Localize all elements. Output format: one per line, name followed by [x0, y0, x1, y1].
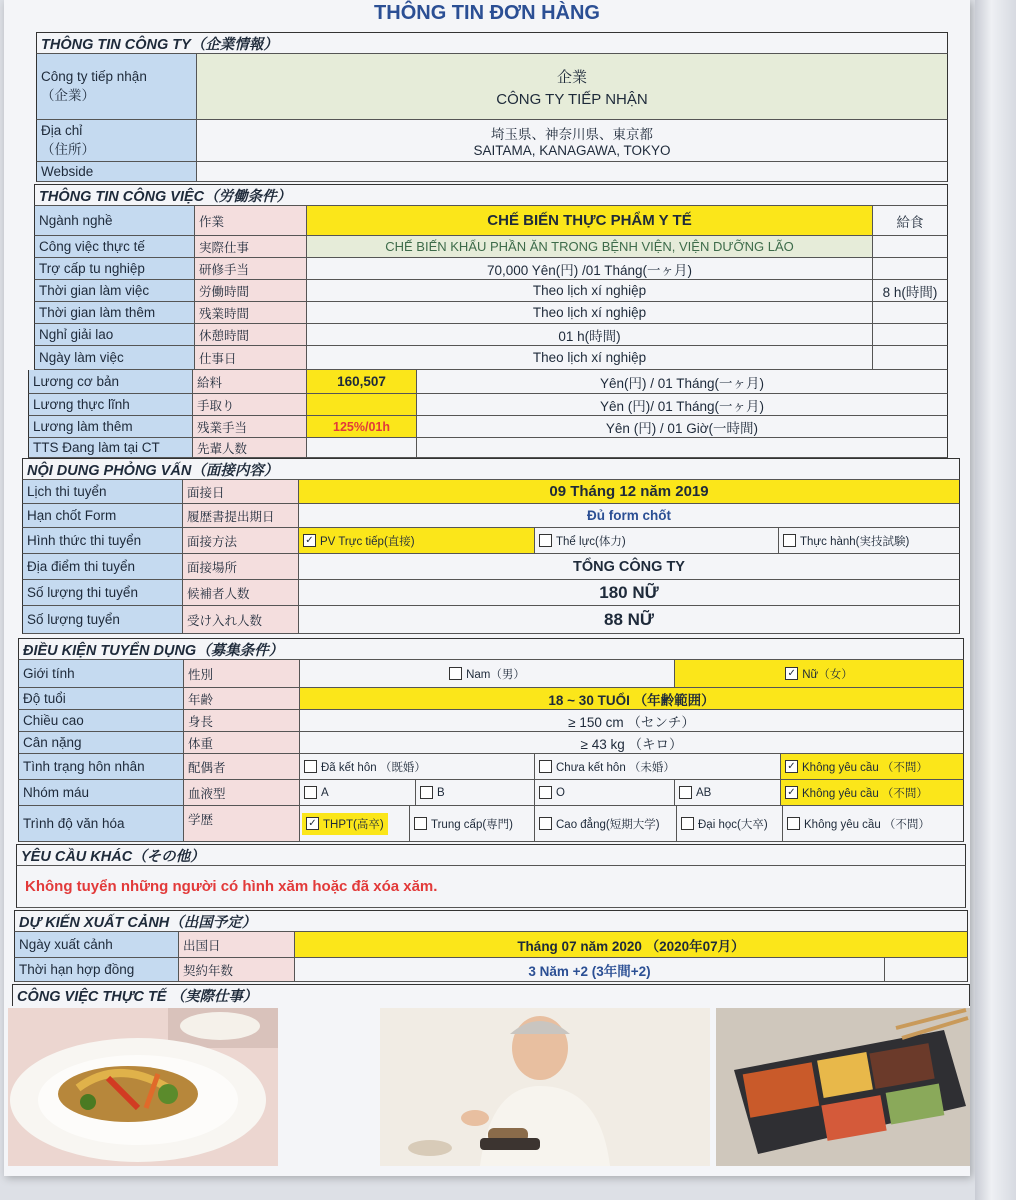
accepted-label: Số lượng tuyển — [23, 606, 183, 633]
job-row-label: Trợ cấp tu nghiệp — [35, 258, 195, 279]
interview-place-value: TỔNG CÔNG TY — [573, 558, 685, 575]
gender-row — [18, 660, 964, 688]
departure-date-label: Ngày xuất cảnh — [15, 932, 179, 957]
pay-row-label: Lương làm thêm — [29, 416, 193, 437]
pay-row-label: Lương thực lĩnh — [29, 394, 193, 415]
job-row-label: Ngành nghề — [35, 206, 195, 235]
pay-row — [28, 438, 948, 458]
edu-highschool-option[interactable] — [300, 806, 410, 841]
departure-date-row — [14, 932, 968, 958]
blood-o-option[interactable] — [535, 780, 675, 805]
section-other: YÊU CẦU KHÁC（その他） — [16, 844, 966, 866]
blood-o-label: O — [556, 786, 565, 799]
age-value: 18 ~ 30 TUỔI （年齢範囲） — [300, 688, 963, 709]
job-row — [34, 302, 948, 324]
job-row-label: Nghỉ giải lao — [35, 324, 195, 345]
checkbox-icon[interactable] — [304, 760, 317, 773]
company-address-jp: 埼玉県、神奈川県、東京都 — [491, 127, 653, 142]
gender-label: Giới tính — [19, 660, 184, 687]
order-sheet — [4, 0, 970, 1176]
marital-row — [18, 754, 964, 780]
height-value: ≥ 150 cm （センチ） — [568, 714, 695, 730]
company-name-vn: CÔNG TY TIẾP NHẬN — [496, 90, 648, 108]
interview-method-label: Hình thức thi tuyển — [23, 528, 183, 553]
page-edge — [975, 0, 1016, 1200]
edu-university-option[interactable] — [677, 806, 783, 841]
section-interview: NỘI DUNG PHỎNG VẤN（面接内容） — [22, 458, 960, 480]
method-physical-option[interactable] — [535, 528, 779, 553]
checkbox-icon[interactable] — [539, 817, 552, 830]
company-website-value — [197, 162, 947, 181]
height-label: Chiều cao — [19, 710, 184, 731]
education-jp: 学歴 — [184, 806, 300, 841]
checkbox-icon[interactable] — [539, 786, 552, 799]
marital-single-option[interactable] — [535, 754, 781, 779]
age-jp: 年齢 — [184, 688, 300, 709]
pay-row-amount: 125%/01h — [307, 416, 417, 437]
job-row-jp: 研修手当 — [195, 258, 307, 279]
weight-value: ≥ 43 kg （キロ） — [580, 736, 683, 752]
contract-term-jp: 契約年数 — [179, 958, 295, 981]
checkbox-icon[interactable] — [681, 817, 694, 830]
elderly-man-eating-photo — [380, 1008, 710, 1166]
job-row-extra: 8 h(時間) — [882, 284, 938, 300]
food-plate-photo — [8, 1008, 278, 1166]
deadline-value: Đủ form chốt — [587, 508, 671, 523]
job-row — [34, 324, 948, 346]
company-name-jp: 企業 — [556, 68, 587, 86]
method-direct-label: PV Trực tiếp(直接) — [320, 535, 415, 548]
checkbox-icon[interactable] — [539, 760, 552, 773]
gender-male-label: Nam（男） — [466, 668, 525, 681]
company-address-row — [36, 120, 948, 162]
pay-row-label: TTS Đang làm tại CT — [29, 438, 193, 457]
job-row — [34, 346, 948, 370]
interview-date-row — [22, 480, 960, 504]
method-direct-option[interactable] — [299, 528, 535, 553]
job-row-value: Theo lịch xí nghiệp — [307, 302, 873, 323]
job-row-jp: 残業時間 — [195, 302, 307, 323]
blood-b-option[interactable] — [416, 780, 535, 805]
marital-any-option[interactable] — [781, 754, 963, 779]
interview-date-label: Lịch thi tuyển — [23, 480, 183, 503]
gender-male-option[interactable] — [300, 660, 675, 687]
marital-married-option[interactable] — [300, 754, 535, 779]
height-row — [18, 710, 964, 732]
section-departure: DỰ KIẾN XUẤT CẢNH（出国予定） — [14, 910, 968, 932]
checkbox-icon[interactable]: ✓ — [785, 760, 798, 773]
other-row — [16, 866, 966, 908]
checkbox-icon[interactable] — [420, 786, 433, 799]
marital-jp: 配偶者 — [184, 754, 300, 779]
pay-row-amount: 160,507 — [307, 370, 417, 393]
job-row — [34, 280, 948, 302]
gender-female-label: Nữ（女） — [802, 668, 853, 681]
job-row-jp: 作業 — [195, 206, 307, 235]
company-website-row — [36, 162, 948, 182]
pay-row-jp: 手取り — [193, 394, 307, 415]
company-address-label: Địa chỉ （住所） — [37, 120, 197, 161]
contract-term-extra — [885, 958, 967, 981]
job-row-jp: 労働時間 — [195, 280, 307, 301]
pay-row-amount — [307, 438, 417, 457]
section-job: THÔNG TIN CÔNG VIỆC（労働条件） — [34, 184, 948, 206]
weight-jp: 体重 — [184, 732, 300, 753]
accepted-value: 88 NỮ — [603, 609, 654, 629]
deadline-row — [22, 504, 960, 528]
education-label: Trình độ văn hóa — [19, 806, 184, 841]
education-row — [18, 806, 964, 842]
candidates-row — [22, 580, 960, 606]
marital-married-label: Đã kết hôn （既婚） — [321, 761, 426, 774]
company-website-label: Webside — [37, 162, 197, 181]
blood-ab-label: AB — [696, 786, 712, 799]
job-row-value: Theo lịch xí nghiệp — [307, 280, 873, 301]
job-row-value: 01 h(時間) — [307, 324, 873, 345]
company-name-row — [36, 54, 948, 120]
edu-highschool-highlight — [302, 813, 388, 835]
blood-row — [18, 780, 964, 806]
edu-vocational-option[interactable] — [410, 806, 535, 841]
checkbox-icon[interactable]: ✓ — [785, 667, 798, 680]
pay-row — [28, 394, 948, 416]
job-row-extra — [873, 236, 947, 257]
checkbox-icon[interactable]: ✓ — [785, 786, 798, 799]
checkbox-icon[interactable] — [414, 817, 427, 830]
pay-row — [28, 416, 948, 438]
section-conditions: ĐIỀU KIỆN TUYỂN DỤNG（募集条件） — [18, 638, 964, 660]
pay-row-jp: 給料 — [193, 370, 307, 393]
blood-jp: 血液型 — [184, 780, 300, 805]
contract-term-label: Thời hạn hợp đồng — [15, 958, 179, 981]
company-name-label: Công ty tiếp nhận （企業） — [37, 54, 197, 119]
pay-row-unit: Yên(円) / 01 Tháng(一ヶ月) — [599, 375, 765, 391]
interview-date-value: 09 Tháng 12 năm 2019 — [299, 480, 959, 503]
checkbox-icon[interactable]: ✓ — [306, 817, 319, 830]
edu-highschool-label: THPT(高卒) — [323, 818, 384, 831]
contract-term-value: 3 Năm +2 (3年間+2) — [295, 958, 885, 981]
job-row-extra — [873, 258, 947, 279]
height-jp: 身長 — [184, 710, 300, 731]
checkbox-icon[interactable] — [449, 667, 462, 680]
deadline-label: Hạn chốt Form — [23, 504, 183, 527]
checkbox-icon[interactable] — [539, 534, 552, 547]
blood-any-option[interactable] — [781, 780, 963, 805]
pay-row-amount — [307, 394, 417, 415]
job-row-label: Thời gian làm việc — [35, 280, 195, 301]
blood-a-label: A — [321, 786, 329, 799]
blood-label: Nhóm máu — [19, 780, 184, 805]
edu-vocational-label: Trung cấp(専門) — [431, 818, 514, 831]
job-row — [34, 258, 948, 280]
edu-college-option[interactable] — [535, 806, 677, 841]
edu-university-label: Đại học(大卒) — [698, 818, 768, 831]
section-actual-work: CÔNG VIỆC THỰC TẾ （実際仕事） — [12, 984, 970, 1006]
blood-b-label: B — [437, 786, 445, 799]
edu-any-option[interactable] — [783, 806, 963, 841]
weight-row — [18, 732, 964, 754]
contract-term-row — [14, 958, 968, 982]
interview-method-row — [22, 528, 960, 554]
bento-box-photo — [716, 1008, 970, 1166]
company-name-value — [197, 54, 947, 119]
interview-place-label: Địa điểm thi tuyển — [23, 554, 183, 579]
candidates-label: Số lượng thi tuyển — [23, 580, 183, 605]
blood-ab-option[interactable] — [675, 780, 781, 805]
company-address-value — [197, 120, 947, 161]
method-physical-label: Thể lực(体力) — [556, 535, 626, 548]
pay-row — [28, 370, 948, 394]
edu-any-label: Không yêu cầu （不問） — [804, 818, 930, 831]
age-label: Độ tuổi — [19, 688, 184, 709]
job-row-extra — [873, 302, 947, 323]
checkbox-icon[interactable] — [679, 786, 692, 799]
interview-date-jp: 面接日 — [183, 480, 299, 503]
marital-label: Tình trạng hôn nhân — [19, 754, 184, 779]
gender-jp: 性別 — [184, 660, 300, 687]
job-row-jp: 実際仕事 — [195, 236, 307, 257]
pay-row-jp: 先輩人数 — [193, 438, 307, 457]
weight-label: Cân nặng — [19, 732, 184, 753]
job-row-extra: 給食 — [896, 214, 924, 230]
checkbox-icon[interactable]: ✓ — [303, 534, 316, 547]
job-row-value: CHẾ BIẾN THỰC PHẨM Y TẾ — [307, 206, 873, 235]
candidates-jp: 候補者人数 — [183, 580, 299, 605]
job-row — [34, 236, 948, 258]
job-row-label: Công việc thực tế — [35, 236, 195, 257]
job-row-jp: 休憩時間 — [195, 324, 307, 345]
departure-date-value: Tháng 07 năm 2020 （2020年07月） — [295, 932, 967, 957]
interview-place-row — [22, 554, 960, 580]
pay-row-unit: Yên (円) / 01 Giờ(一時間) — [605, 420, 759, 436]
edu-college-label: Cao đẳng(短期大学) — [556, 818, 660, 831]
accepted-jp: 受け入れ人数 — [183, 606, 299, 633]
section-company: THÔNG TIN CÔNG TY（企業情報） — [36, 32, 948, 54]
method-practical-option[interactable] — [779, 528, 959, 553]
gender-female-option[interactable] — [675, 660, 963, 687]
job-row-value: CHẾ BIẾN KHẨU PHẦN ĂN TRONG BỆNH VIỆN, VIỆN DƯỠNG LÃO — [307, 236, 873, 257]
interview-place-jp: 面接場所 — [183, 554, 299, 579]
checkbox-icon[interactable] — [783, 534, 796, 547]
job-row-extra — [873, 324, 947, 345]
job-row-jp: 仕事日 — [195, 346, 307, 369]
job-row-label: Ngày làm việc — [35, 346, 195, 369]
other-requirement-text: Không tuyển những người có hình xăm hoặc đã xóa xăm. — [25, 878, 438, 895]
checkbox-icon[interactable] — [787, 817, 800, 830]
marital-any-label: Không yêu cầu （不問） — [802, 761, 928, 774]
deadline-jp: 履歴書提出期日 — [183, 504, 299, 527]
blood-a-option[interactable] — [300, 780, 416, 805]
company-address-vn: SAITAMA, KANAGAWA, TOKYO — [473, 143, 671, 158]
job-row-value: Theo lịch xí nghiệp — [307, 346, 873, 369]
age-row — [18, 688, 964, 710]
job-row-extra — [873, 346, 947, 369]
pay-row-unit: Yên (円)/ 01 Tháng(一ヶ月) — [599, 398, 765, 414]
job-row-label: Thời gian làm thêm — [35, 302, 195, 323]
blood-any-label: Không yêu cầu （不問） — [802, 787, 928, 800]
checkbox-icon[interactable] — [304, 786, 317, 799]
departure-date-jp: 出国日 — [179, 932, 295, 957]
job-row — [34, 206, 948, 236]
pay-row-label: Lương cơ bản — [29, 370, 193, 393]
pay-row-jp: 残業手当 — [193, 416, 307, 437]
accepted-row — [22, 606, 960, 634]
pay-row-unit — [417, 438, 947, 457]
job-row-value: 70,000 Yên(円) /01 Tháng(一ヶ月) — [307, 258, 873, 279]
page-title: THÔNG TIN ĐƠN HÀNG — [374, 2, 600, 24]
candidates-value: 180 NỮ — [599, 582, 659, 602]
marital-single-label: Chưa kết hôn （未婚） — [556, 761, 675, 774]
interview-method-jp: 面接方法 — [183, 528, 299, 553]
method-practical-label: Thực hành(実技試験) — [800, 535, 910, 548]
